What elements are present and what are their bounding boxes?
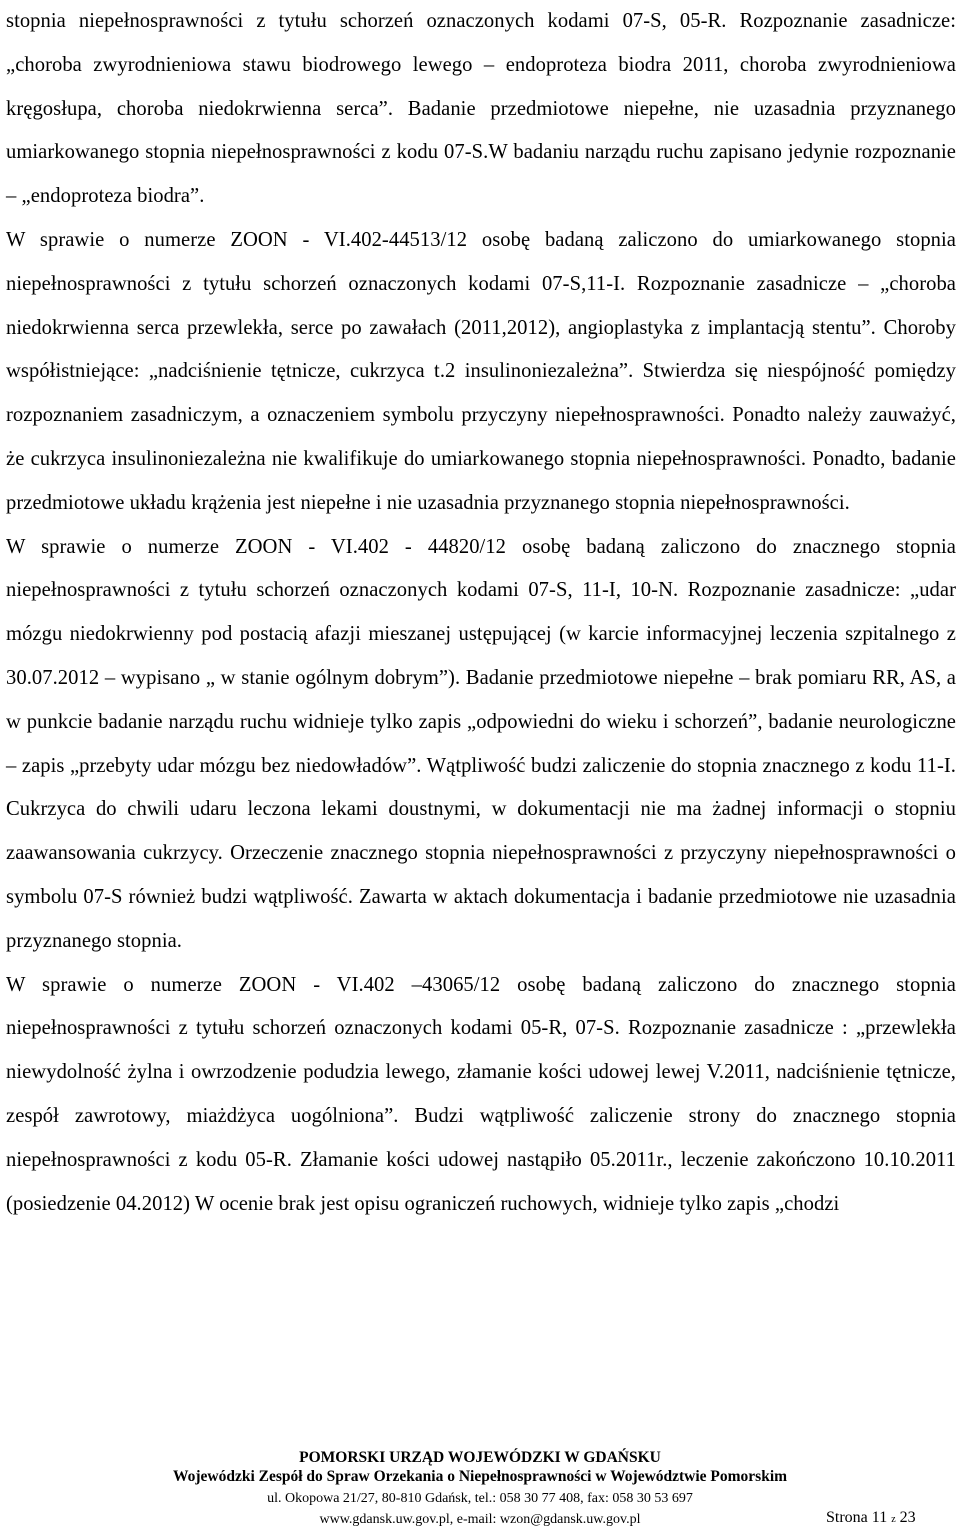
paragraph-3: W sprawie o numerze ZOON - VI.402 - 44820/12 osobę badaną zaliczono do znacznego stopnia niepełnosprawności z tytułu schorzeń oznaczonych kodami 07-S, 11-I, 10-N. Rozpoznanie zasadnicze: „udar mózgu niedokrwienny pod postacią afazji mieszanej ustępującej (w karcie informacyjnej leczenia szpitalnego z 30.07.2012 – wypisano „ w stanie ogólnym dobrym”). Badanie przedmiotowe niepełne – brak pomiaru RR, AS, a w punkcie badanie narządu ruchu widnieje tylko zapis „odpowiedni do wieku i schorzeń”, badanie neurologiczne – zapis „przebyty udar mózgu bez niedowładów”. Wątpliwość budzi zaliczenie do stopnia znacznego z kodu 11-I. Cukrzyca do chwili udaru leczona lekami doustnymi, w dokumentacji nie ma żadnej informacji o stopniu zaawansowania cukrzycy. Orzeczenie znacznego stopnia niepełnosprawności z przyczyny niepełnosprawności o symbolu 07-S również budzi wątpliwość. Zawarta w aktach dokumentacja i badanie przedmiotowe nie uzasadnia przyznanego stopnia.: [6, 535, 956, 952]
page-current: 11: [871, 1509, 888, 1526]
paragraph-4: W sprawie o numerze ZOON - VI.402 –43065/12 osobę badaną zaliczono do znacznego stopnia niepełnosprawności z tytułu schorzeń oznaczonych kodami 05-R, 07-S. Rozpoznanie zasadnicze : „przewlekła niewydolność żylna i owrzodzenie podudzia lewego, złamanie kości udowej lewej V.2011, nadciśnienie tętnicze, zespół zawrotowy, miażdżyca uogólniona”. Budzi wątpliwość zaliczenie strony do znacznego stopnia niepełnosprawności z kodu 05-R. Złamanie kości udowej nastąpiło 05.2011r., leczenie zakończono 10.10.2011 (posiedzenie 04.2012) W ocenie brak jest opisu ograniczeń ruchowych, widnieje tylko zapis „chodzi: [6, 973, 956, 1215]
page-label: Strona: [826, 1509, 868, 1526]
footer-contact: www.gdansk.uw.gov.pl, e-mail: wzon@gdansk.uw.gov.pl: [319, 1512, 641, 1527]
paragraph-2: W sprawie o numerze ZOON - VI.402-44513/12 osobę badaną zaliczono do umiarkowanego stopnia niepełnosprawności z tytułu schorzeń oznaczonych kodami 07-S,11-I. Rozpoznanie zasadnicze – „choroba niedokrwienna serca przewlekła, serce po zawałach (2011,2012), angioplastyka z implantacją stentu”. Choroby współistniejące: „nadciśnienie tętnicze, cukrzyca t.2 insulinoniezależna”. Stwierdza się niespójność pomiędzy rozpoznaniem zasadniczym, a oznaczeniem symbolu przyczyny niepełnosprawności. Ponadto należy zauważyć, że cukrzyca insulinoniezależna nie kwalifikuje do umiarkowanego stopnia niepełnosprawności. Ponadto, badanie przedmiotowe układu krążenia jest niepełne i nie uzasadnia przyznanego stopnia niepełnosprawności.: [6, 228, 956, 514]
footer-team-name: Wojewódzki Zespół do Spraw Orzekania o Niepełnosprawności w Województwie Pomorskim: [172, 1468, 788, 1485]
page-total: 23: [899, 1509, 916, 1526]
footer-org-name: POMORSKI URZĄD WOJEWÓDZKI W GDAŃSKU: [299, 1449, 661, 1466]
page-of: z: [891, 1514, 896, 1525]
footer-address: ul. Okopowa 21/27, 80-810 Gdańsk, tel.: 058 30 77 408, fax: 058 30 53 697: [267, 1491, 693, 1506]
document-body: [6, 0, 956, 1226]
paragraph-1: stopnia niepełnosprawności z tytułu schorzeń oznaczonych kodami 07-S, 05-R. Rozpoznanie zasadnicze: „choroba zwyrodnieniowa stawu biodrowego lewego – endoproteza biodra 2011, choroba zwyrodnieniowa kręgosłupa, choroba niedokrwienna serca”. Badanie przedmiotowe niepełne, nie uzasadnia przyznanego umiarkowanego stopnia niepełnosprawności z kodu 07-S.W badaniu narządu ruchu zapisano jedynie rozpoznanie – „endoproteza biodra”.: [6, 10, 956, 208]
page-number: [826, 1509, 916, 1527]
